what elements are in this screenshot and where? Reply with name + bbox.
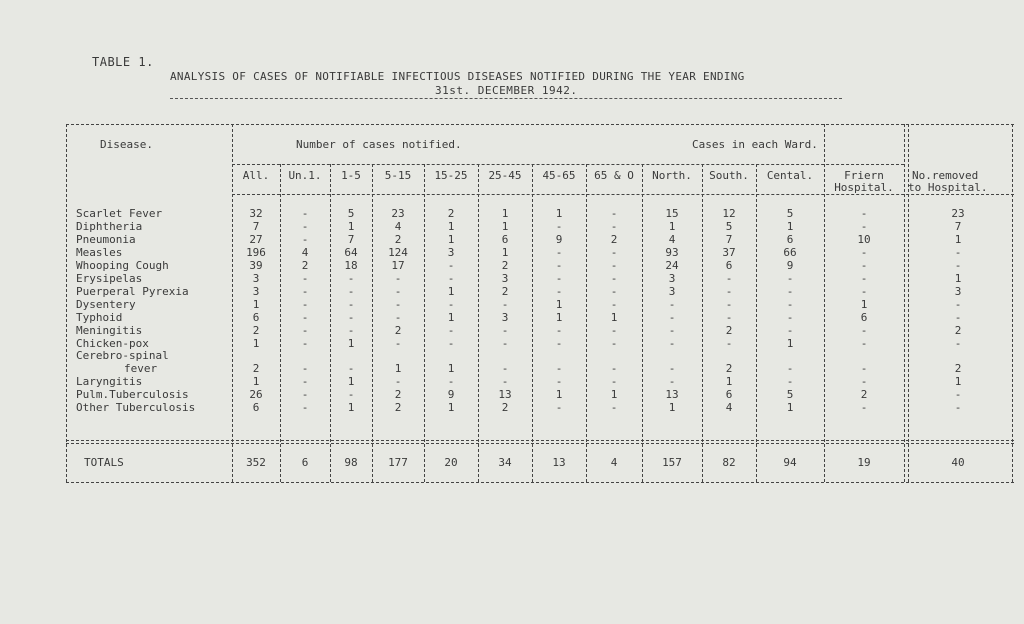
table-cell: 23	[951, 207, 965, 220]
table-cell: 1	[954, 375, 962, 389]
table-cell: -	[954, 388, 962, 402]
table-cell: -	[447, 323, 455, 337]
column-rule	[586, 164, 587, 482]
table-cell: -	[301, 207, 309, 220]
table-cell: -	[447, 271, 455, 285]
column-rule	[66, 124, 67, 482]
table-cell: 2	[301, 258, 309, 272]
table-cell: 3	[252, 284, 260, 298]
table-cell: -	[725, 310, 733, 324]
disease-name: Other Tuberculosis	[76, 401, 196, 415]
disease-name: Typhoid	[76, 310, 123, 324]
totals-cell: 34	[498, 456, 512, 469]
table-cell: 1	[447, 284, 455, 298]
disease-name: Whooping Cough	[76, 258, 169, 272]
totals-cell: 6	[301, 456, 309, 469]
table-cell: -	[347, 388, 355, 402]
disease-name: Meningitis	[76, 323, 143, 337]
table-cell: -	[447, 297, 455, 311]
column-rule	[824, 124, 825, 482]
column-rule	[478, 164, 479, 482]
table-cell: 1	[447, 362, 455, 376]
table-cell: -	[668, 310, 676, 324]
table-cell: -	[301, 401, 309, 415]
column-header-friern-line2: Hospital.	[834, 181, 894, 194]
table-cell: 1	[786, 219, 794, 233]
table-cell: 1	[447, 310, 455, 324]
column-rule	[280, 164, 281, 482]
table-cell: -	[725, 271, 733, 285]
table-cell: -	[786, 284, 794, 298]
table-bottom-rule	[66, 482, 1014, 483]
title-underline	[170, 98, 842, 99]
table-cell: -	[301, 388, 309, 402]
table-cell: 2	[860, 388, 868, 402]
table-cell: -	[301, 323, 309, 337]
table-cell: 1	[786, 336, 794, 350]
table-cell: 7	[252, 219, 260, 233]
table-cell: 93	[665, 245, 679, 259]
column-header: 45-65	[542, 169, 576, 182]
ward-header: Cases in each Ward.	[692, 138, 818, 151]
table-cell: 2	[501, 258, 509, 272]
table-cell: 2	[954, 323, 962, 337]
table-cell: 1	[668, 401, 676, 415]
table-cell: 6	[725, 258, 733, 272]
table-cell: -	[610, 271, 618, 285]
table-cell: -	[301, 362, 309, 376]
table-cell: 32	[249, 207, 263, 220]
table-cell: 2	[954, 362, 962, 376]
table-cell: 2	[725, 362, 733, 376]
table-cell: -	[555, 284, 563, 298]
table-cell: 1	[501, 245, 509, 259]
column-header: 65 & O	[594, 169, 634, 182]
table-cell: 1	[252, 375, 260, 389]
column-header: 1-5	[341, 169, 361, 182]
table-cell: -	[786, 362, 794, 376]
table-cell: -	[610, 245, 618, 259]
table-cell: 3	[447, 245, 455, 259]
table-cell: 1	[860, 297, 868, 311]
column-rule	[702, 164, 703, 482]
table-cell: 1	[954, 271, 962, 285]
table-cell: 1	[347, 375, 355, 389]
disease-name: fever	[124, 362, 158, 376]
table-cell: 6	[786, 232, 794, 246]
table-cell: 6	[252, 401, 260, 415]
table-cell: -	[347, 297, 355, 311]
table-cell: 15	[665, 207, 679, 220]
totals-cell: 94	[783, 456, 797, 469]
table-cell: -	[860, 323, 868, 337]
disease-name: Erysipelas	[76, 271, 143, 285]
table-cell: 24	[665, 258, 679, 272]
column-header: All.	[242, 169, 270, 182]
table-cell: 1	[501, 207, 509, 220]
table-cell: -	[394, 336, 402, 350]
totals-cell: 4	[610, 456, 618, 469]
table-cell: 6	[252, 310, 260, 324]
table-cell: 39	[249, 258, 263, 272]
table-cell: 2	[725, 323, 733, 337]
totals-cell: 177	[388, 456, 408, 469]
table-cell: -	[555, 401, 563, 415]
column-header: 5-15	[384, 169, 412, 182]
disease-name: Pulm.Tuberculosis	[76, 388, 189, 402]
table-cell: -	[668, 323, 676, 337]
totals-top-rule-2	[66, 443, 1014, 444]
table-cell: -	[860, 219, 868, 233]
table-cell: -	[394, 375, 402, 389]
table-cell: 1	[668, 219, 676, 233]
disease-name: Laryngitis	[76, 375, 143, 389]
column-header: Un.1.	[288, 169, 322, 182]
header-sub-rule	[232, 164, 904, 165]
column-header: North.	[652, 169, 692, 182]
table-cell: -	[447, 375, 455, 389]
table-cell: 1	[447, 219, 455, 233]
table-cell: 10	[857, 232, 871, 246]
table-cell: 7	[725, 232, 733, 246]
table-cell: 4	[725, 401, 733, 415]
table-cell: 18	[344, 258, 358, 272]
table-cell: 66	[783, 245, 797, 259]
table-cell: -	[954, 297, 962, 311]
column-rule	[756, 164, 757, 482]
table-cell: 1	[555, 207, 563, 220]
table-cell: 4	[301, 245, 309, 259]
table-cell: -	[610, 258, 618, 272]
disease-name: Cerebro-spinal	[76, 349, 169, 363]
table-cell: 1	[555, 310, 563, 324]
table-cell: -	[860, 245, 868, 259]
table-cell: 6	[501, 232, 509, 246]
table-cell: 5	[786, 388, 794, 402]
table-cell: 1	[347, 336, 355, 350]
table-cell: 23	[391, 207, 405, 220]
table-cell: -	[954, 258, 962, 272]
disease-name: Scarlet Fever	[76, 207, 163, 220]
disease-name: Pneumonia	[76, 232, 136, 246]
table-cell: 2	[394, 388, 402, 402]
table-cell: -	[860, 284, 868, 298]
table-cell: -	[610, 401, 618, 415]
table-cell: 64	[344, 245, 358, 259]
table-cell: 1	[347, 401, 355, 415]
table-cell: 2	[501, 284, 509, 298]
table-cell: -	[725, 297, 733, 311]
disease-name: Diphtheria	[76, 219, 143, 233]
table-cell: -	[301, 284, 309, 298]
table-cell: 1	[347, 219, 355, 233]
table-cell: 1	[610, 310, 618, 324]
table-cell: -	[860, 336, 868, 350]
table-cell: 27	[249, 232, 263, 246]
table-cell: -	[610, 219, 618, 233]
totals-cell: 19	[857, 456, 871, 469]
table-cell: 1	[610, 388, 618, 402]
column-header: 25-45	[488, 169, 522, 182]
totals-cell: 82	[722, 456, 736, 469]
removed-header-line2: to Hospital.	[908, 181, 988, 194]
table-cell: 124	[388, 245, 408, 259]
table-cell: 2	[252, 362, 260, 376]
header-bottom-rule	[232, 194, 1014, 195]
table-cell: -	[860, 258, 868, 272]
table-cell: 1	[447, 401, 455, 415]
table-cell: -	[725, 336, 733, 350]
table-cell: -	[301, 219, 309, 233]
table-cell: 1	[555, 388, 563, 402]
table-cell: -	[860, 401, 868, 415]
table-cell: -	[555, 362, 563, 376]
table-cell: 1	[786, 401, 794, 415]
table-cell: -	[447, 336, 455, 350]
table-cell: -	[301, 271, 309, 285]
table-cell: 196	[246, 245, 266, 259]
table-cell: -	[860, 362, 868, 376]
title-line-1: ANALYSIS OF CASES OF NOTIFIABLE INFECTIOUS DISEASES NOTIFIED DURING THE YEAR ENDING	[170, 70, 745, 83]
table-cell: 5	[725, 219, 733, 233]
table-cell: 9	[447, 388, 455, 402]
totals-label: TOTALS	[84, 456, 124, 469]
table-cell: 26	[249, 388, 263, 402]
table-cell: -	[394, 297, 402, 311]
table-cell: 1	[252, 336, 260, 350]
table-cell: -	[860, 271, 868, 285]
table-cell: 2	[394, 401, 402, 415]
table-cell: -	[347, 271, 355, 285]
disease-name: Chicken-pox	[76, 336, 149, 350]
column-rule	[232, 124, 233, 482]
table-cell: 13	[665, 388, 679, 402]
table-cell: -	[860, 375, 868, 389]
table-cell: 13	[498, 388, 512, 402]
table-cell: -	[610, 297, 618, 311]
table-cell: -	[501, 323, 509, 337]
table-cell: -	[555, 245, 563, 259]
table-cell: 3	[501, 271, 509, 285]
column-rule	[1012, 124, 1013, 482]
table-cell: -	[555, 271, 563, 285]
column-header: South.	[709, 169, 749, 182]
table-cell: 6	[860, 310, 868, 324]
table-cell: 2	[394, 323, 402, 337]
table-cell: -	[610, 336, 618, 350]
table-cell: 2	[501, 401, 509, 415]
table-cell: -	[501, 375, 509, 389]
table-cell: -	[347, 362, 355, 376]
table-cell: -	[301, 336, 309, 350]
table-cell: -	[394, 271, 402, 285]
table-cell: -	[555, 336, 563, 350]
table-cell: -	[860, 207, 868, 220]
table-cell: 7	[954, 219, 962, 233]
table-cell: 1	[252, 297, 260, 311]
table-cell: 1	[394, 362, 402, 376]
totals-top-rule	[66, 440, 1014, 441]
table-cell: 7	[347, 232, 355, 246]
table-cell: -	[301, 232, 309, 246]
removed-header-line1: No.removed	[912, 169, 979, 182]
table-cell: -	[394, 284, 402, 298]
disease-header: Disease.	[100, 138, 153, 151]
column-rule	[424, 164, 425, 482]
table-cell: -	[610, 375, 618, 389]
table-cell: -	[786, 323, 794, 337]
table-cell: -	[555, 258, 563, 272]
table-cell: -	[668, 336, 676, 350]
table-cell: 1	[447, 232, 455, 246]
table-cell: -	[954, 401, 962, 415]
table-cell: -	[501, 336, 509, 350]
table-cell: -	[786, 375, 794, 389]
table-cell: 12	[722, 207, 736, 220]
column-rule	[904, 124, 905, 482]
column-header: 15-25	[434, 169, 468, 182]
table-cell: 37	[722, 245, 736, 259]
table-cell: 1	[725, 375, 733, 389]
table-cell: 3	[954, 284, 962, 298]
totals-cell: 352	[246, 456, 266, 469]
table-cell: 2	[610, 232, 618, 246]
table-cell: -	[347, 323, 355, 337]
table-cell: -	[610, 207, 618, 220]
table-cell: 1	[501, 219, 509, 233]
table-cell: -	[301, 375, 309, 389]
table-label: TABLE 1.	[92, 55, 154, 69]
table-cell: 9	[555, 232, 563, 246]
table-cell: -	[301, 297, 309, 311]
table-cell: -	[501, 362, 509, 376]
table-cell: 17	[391, 258, 405, 272]
table-cell: 1	[954, 232, 962, 246]
table-cell: -	[347, 284, 355, 298]
table-cell: -	[668, 297, 676, 311]
table-cell: -	[555, 219, 563, 233]
table-cell: 4	[394, 219, 402, 233]
number-notified-header: Number of cases notified.	[296, 138, 462, 151]
column-rule	[532, 164, 533, 482]
table-cell: 1	[555, 297, 563, 311]
table-cell: 3	[252, 271, 260, 285]
totals-cell: 20	[444, 456, 458, 469]
table-cell: -	[447, 258, 455, 272]
totals-cell: 98	[344, 456, 358, 469]
disease-name: Dysentery	[76, 297, 136, 311]
disease-name: Measles	[76, 245, 123, 259]
title-line-2: 31st. DECEMBER 1942.	[435, 84, 578, 97]
table-cell: -	[394, 310, 402, 324]
table-cell: -	[347, 310, 355, 324]
table-cell: -	[786, 297, 794, 311]
table-cell: -	[501, 297, 509, 311]
totals-cell: 157	[662, 456, 682, 469]
column-rule	[642, 164, 643, 482]
table-cell: -	[954, 310, 962, 324]
table-cell: -	[668, 375, 676, 389]
table-cell: -	[555, 375, 563, 389]
column-header: Friern	[844, 169, 884, 182]
totals-cell: 40	[951, 456, 965, 469]
table-cell: 3	[501, 310, 509, 324]
table-cell: 2	[447, 207, 455, 220]
table-cell: 2	[252, 323, 260, 337]
table-cell: -	[786, 310, 794, 324]
table-cell: -	[555, 323, 563, 337]
table-cell: 9	[786, 258, 794, 272]
table-cell: 4	[668, 232, 676, 246]
disease-name: Puerperal Pyrexia	[76, 284, 189, 298]
table-cell: 3	[668, 271, 676, 285]
table-cell: -	[610, 284, 618, 298]
table-cell: -	[610, 362, 618, 376]
column-header: Cental.	[766, 169, 814, 182]
table-cell: -	[301, 310, 309, 324]
table-cell: 2	[394, 232, 402, 246]
table-cell: -	[610, 323, 618, 337]
table-cell: 5	[347, 207, 355, 220]
table-cell: 5	[786, 207, 794, 220]
table-top-rule	[66, 124, 1014, 125]
totals-cell: 13	[552, 456, 566, 469]
table-cell: -	[668, 362, 676, 376]
table-cell: -	[954, 245, 962, 259]
table-cell: 6	[725, 388, 733, 402]
table-cell: -	[725, 284, 733, 298]
table-cell: -	[954, 336, 962, 350]
table-cell: -	[786, 271, 794, 285]
table-cell: 3	[668, 284, 676, 298]
